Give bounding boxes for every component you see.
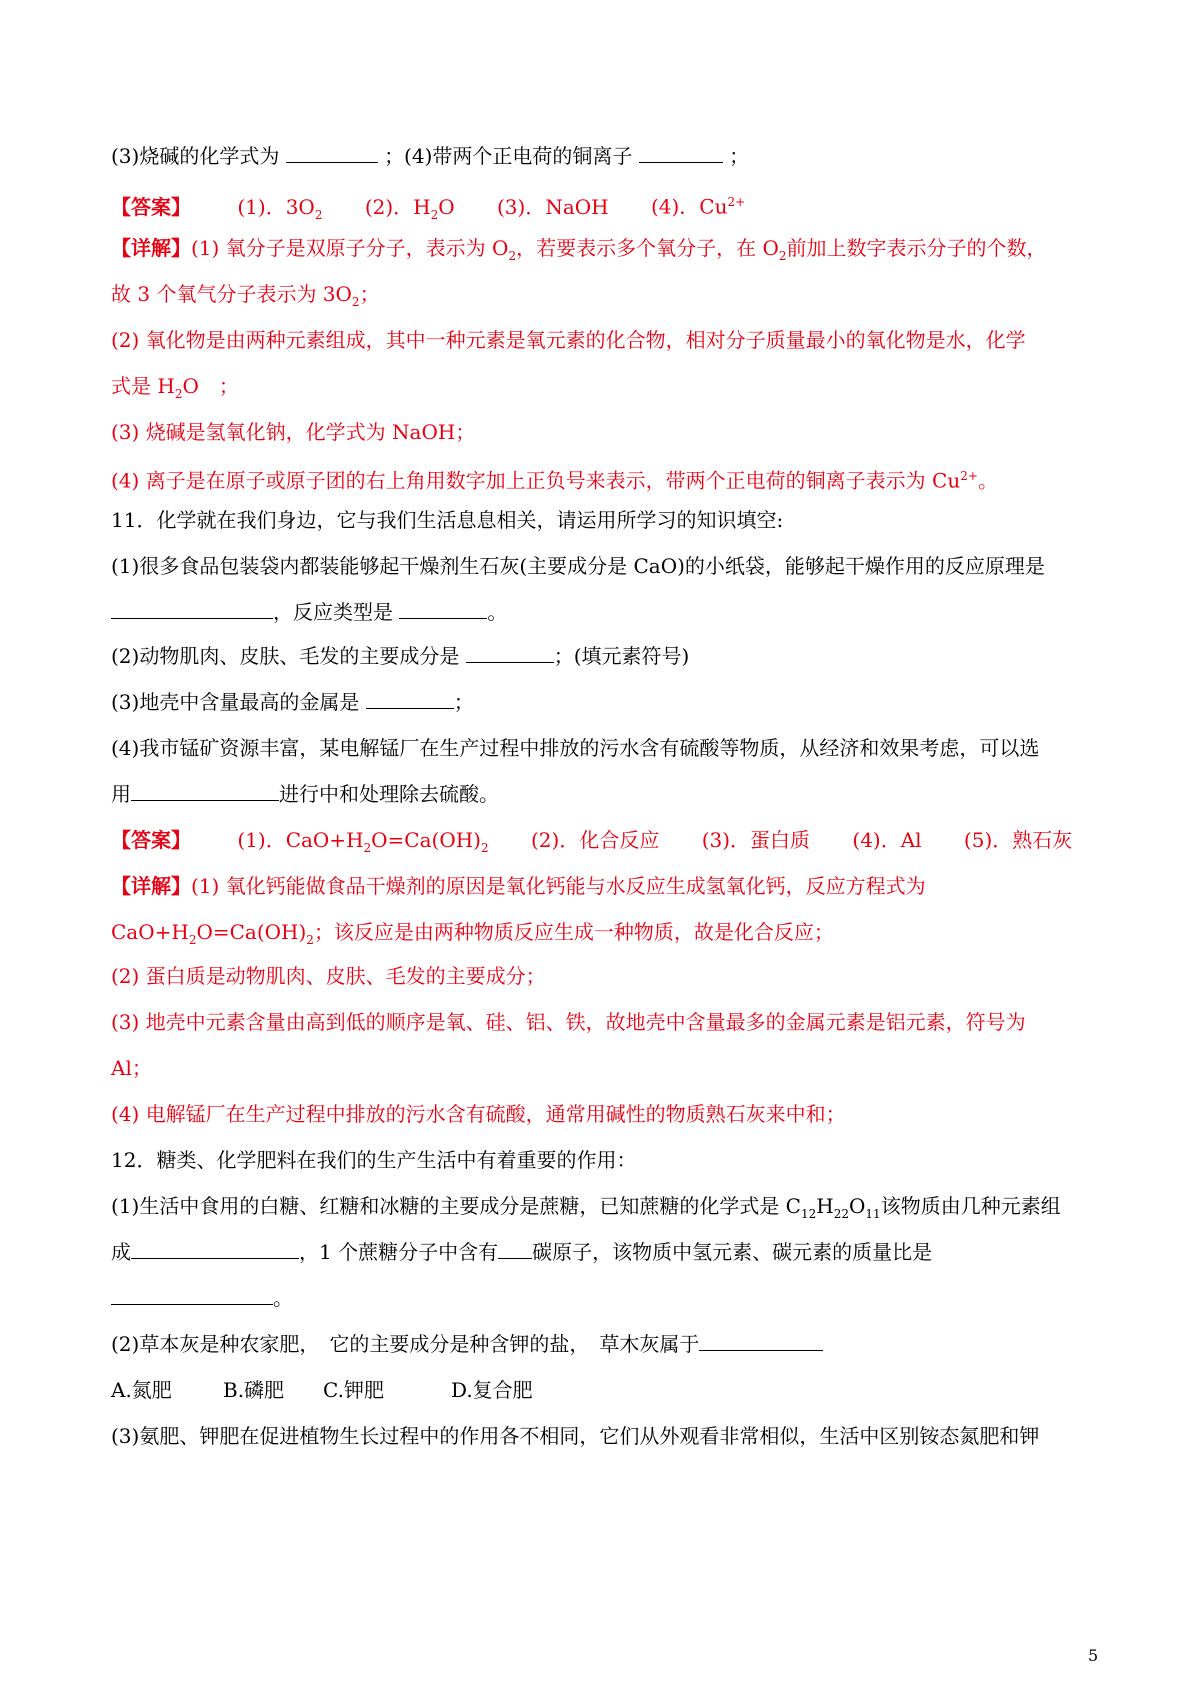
option-b[interactable]: B.磷肥 (223, 1378, 285, 1402)
q11-detail-2: (2) 蛋白质是动物肌肉、皮肤、毛发的主要成分； (111, 964, 546, 988)
q10-detail-2: (2) 氧化物是由两种元素组成，其中一种元素是氧元素的化合物，相对分子质量最小的氧化物是水，化学 (111, 328, 1026, 352)
q12-part1-cont: 成 ，1 个蔗糖分子中含有 碳原子，该物质中氢元素、碳元素的质量比是 (111, 1240, 933, 1264)
q11-part1-cont: ，反应类型是 。 (111, 598, 507, 626)
q10-detail-2-cont: 式是 $H_2O$ ； (111, 374, 239, 401)
q10-detail-4: (4) 离子是在原子或原子团的右上角用数字加上正负号来表示，带两个正电荷的铜离子表示为 $Cu^{2+}$。 (111, 468, 998, 493)
q11-part3: (3)地壳中含量最高的金属是 ； (111, 690, 474, 714)
q11-detail-4: (4) 电解锰厂在生产过程中排放的污水含有硫酸，通常用碱性的物质熟石灰来中和； (111, 1102, 846, 1126)
q11-part4-cont: 用 进行中和处理除去硫酸。 (111, 782, 499, 806)
answer-blank[interactable] (111, 1284, 273, 1305)
answer-blank[interactable] (366, 688, 454, 709)
q11-answer: 【答案】 (1)．$CaO+H_2O=Ca(OH)_2$ (2)．化合反应 (3)．蛋白质 (4)．Al (5)．熟石灰 (111, 828, 1073, 855)
q11-detail-1-cont: $CaO+H_2O=Ca(OH)_2$；该反应是由两种物质反应生成一种物质，故是化合反应； (111, 920, 834, 947)
q11-part2: (2)动物肌肉、皮肤、毛发的主要成分是 ；(填元素符号) (111, 644, 690, 668)
detail-tag: 【详解】 (111, 874, 191, 898)
option-c[interactable]: C.钾肥 (323, 1378, 384, 1402)
answer-blank[interactable] (498, 1238, 532, 1259)
q12-title: 12．糖类、化学肥料在我们的生产生活中有着重要的作用： (111, 1148, 637, 1172)
answer-blank[interactable] (131, 780, 279, 801)
answer-blank[interactable] (111, 598, 273, 619)
q12-part2: (2)草本灰是种农家肥， 它的主要成分是种含钾的盐， 草木灰属于 (111, 1330, 823, 1358)
q10-detail-3: (3) 烧碱是氢氧化钠，化学式为 NaOH； (111, 420, 476, 444)
q12-options (111, 1376, 533, 1404)
answer-blank[interactable] (699, 1330, 823, 1351)
q12-part3: (3)氨肥、钾肥在促进植物生长过程中的作用各不相同，它们从外观看非常相似，生活中区别铵态氮肥和钾 (111, 1424, 1040, 1448)
q10-line3: (3)烧碱的化学式为 ；(4)带两个正电荷的铜离子 ； (111, 144, 750, 168)
option-d[interactable]: D.复合肥 (451, 1378, 533, 1402)
q10-answer: 【答案】 (1)．$3O_2$ (2)．$H_2O$ (3)．NaOH (4)．$Cu^{2+}$ (111, 194, 746, 222)
answer-tag: 【答案】 (111, 194, 191, 219)
answer-blank[interactable] (399, 598, 487, 619)
q10-detail-1: 【详解】(1) 氧分子是双原子分子，表示为 $O_2$，若要表示多个氧分子，在 $O_2$前加上数字表示分子的个数， (111, 236, 1047, 263)
q12-part1-cont2: 。 (111, 1284, 293, 1312)
detail-tag: 【详解】 (111, 236, 191, 260)
q11-detail-1: 【详解】(1) 氧化钙能做食品干燥剂的原因是氧化钙能与水反应生成氢氧化钙，反应方程式为 (111, 874, 926, 898)
q11-title: 11．化学就在我们身边，它与我们生活息息相关，请运用所学习的知识填空: (111, 508, 784, 532)
q12-part1: (1)生活中食用的白糖、红糖和冰糖的主要成分是蔗糖，已知蔗糖的化学式是 $C_{12}H_{22}O_{11}$该物质由几种元素组 (111, 1194, 1061, 1221)
q10-detail-1-cont: 故 3 个氧气分子表示为 $3O_2$； (111, 282, 380, 309)
answer-blank[interactable] (466, 642, 554, 663)
answer-blank[interactable] (286, 142, 378, 163)
answer-blank[interactable] (639, 142, 723, 163)
q11-part4: (4)我市锰矿资源丰富，某电解锰厂在生产过程中排放的污水含有硫酸等物质，从经济和效果考虑，可以选 (111, 736, 1040, 760)
answer-blank[interactable] (131, 1238, 299, 1259)
answer-tag: 【答案】 (111, 828, 191, 852)
option-a[interactable]: A.氮肥 (111, 1378, 172, 1402)
q11-part1: (1)很多食品包装袋内都装能够起干燥剂生石灰(主要成分是 CaO)的小纸袋，能够起干燥作用的反应原理是 (111, 554, 1045, 578)
q11-detail-3: (3) 地壳中元素含量由高到低的顺序是氧、硅、铝、铁，故地壳中含量最多的金属元素是铝元素，符号为 (111, 1010, 1026, 1034)
page-number: 5 (1088, 1646, 1099, 1665)
q11-detail-3-cont: Al； (111, 1056, 152, 1080)
